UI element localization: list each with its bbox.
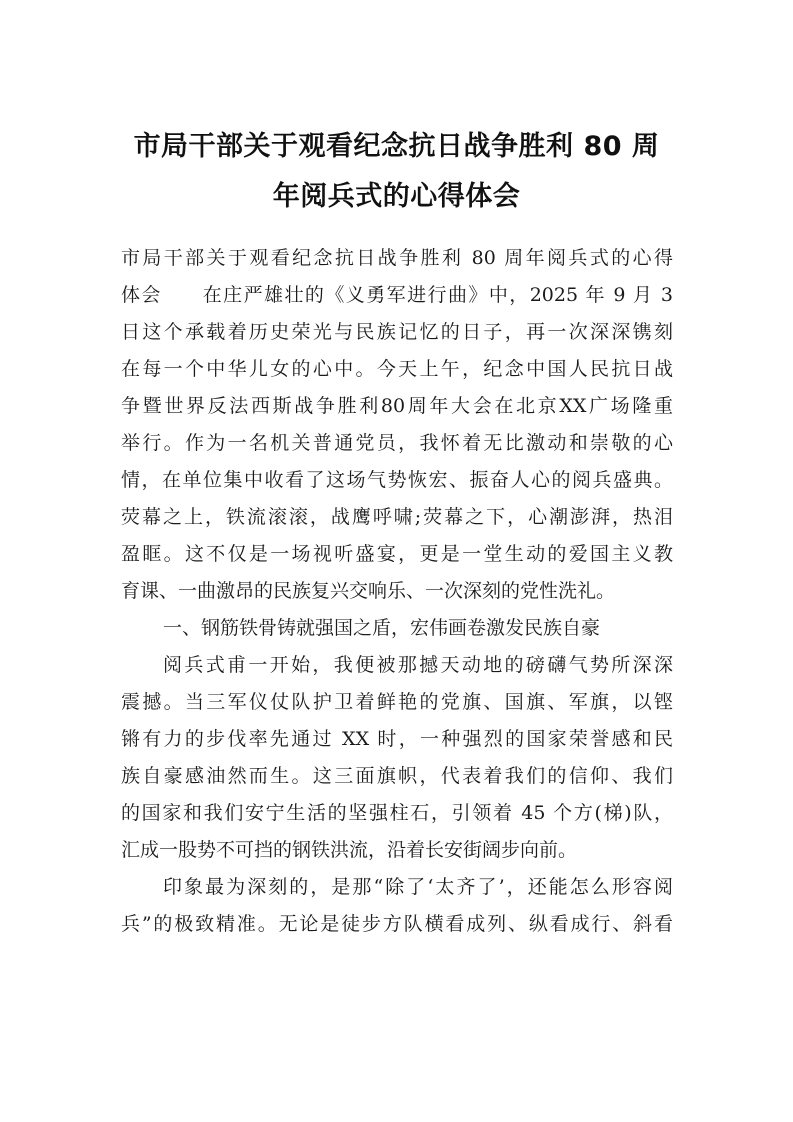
body-line-15: 族自豪感油然而生。这三面旗帜，代表着我们的信仰、我们 xyxy=(121,765,673,787)
document-title xyxy=(100,122,693,222)
body-line-16: 的国家和我们安宁生活的坚强柱石，引领着 45 个方(梯)队， xyxy=(121,802,673,824)
body-line-3: 日这个承载着历史荣光与民族记忆的日子，再一次深深镌刻 xyxy=(121,321,673,343)
body-line-14: 锵有力的步伐率先通过 XX 时，一种强烈的国家荣誉感和民 xyxy=(121,728,673,750)
body-line-8: 荧幕之上，铁流滚滚，战鹰呼啸;荧幕之下，心潮澎湃，热泪 xyxy=(121,506,673,528)
title-line-2: 年阅兵式的心得体会 xyxy=(272,181,521,212)
body-line-1: 市局干部关于观看纪念抗日战争胜利 80 周年阅兵式的心得 xyxy=(121,247,673,269)
body-line-10: 育课、一曲激昂的民族复兴交响乐、一次深刻的党性洗礼。 xyxy=(121,580,616,602)
body-line-6: 举行。作为一名机关普通党员，我怀着无比激动和崇敬的心 xyxy=(121,432,673,454)
body-line-7: 情，在单位集中收看了这场气势恢宏、振奋人心的阅兵盛典。 xyxy=(121,469,673,491)
body-line-5: 争暨世界反法西斯战争胜利80周年大会在北京XX广场隆重 xyxy=(121,395,673,417)
body-line-17: 汇成一股势不可挡的钢铁洪流，沿着长安街阔步向前。 xyxy=(121,839,578,861)
body-line-13: 震撼。当三军仪仗队护卫着鲜艳的党旗、国旗、军旗，以铿 xyxy=(121,691,673,713)
body-line-18: 印象最为深刻的，是那“除了‘太齐了’，还能怎么形容阅 xyxy=(163,876,673,898)
title-line-1: 市局干部关于观看纪念抗日战争胜利 80 周 xyxy=(133,131,660,162)
body-line-12: 阅兵式甫一开始，我便被那撼天动地的磅礴气势所深深 xyxy=(163,654,673,676)
body-line-4: 在每一个中华儿女的心中。今天上午，纪念中国人民抗日战 xyxy=(121,358,673,380)
section-heading-1: 一、钢筋铁骨铸就强国之盾，宏伟画卷激发民族自豪 xyxy=(163,617,601,639)
body-line-2: 体会 在庄严雄壮的《义勇军进行曲》中，2025 年 9 月 3 xyxy=(121,284,673,306)
body-line-19: 兵”的极致精准。无论是徒步方队横看成列、纵看成行、斜看 xyxy=(121,913,673,935)
body-line-9: 盈眶。这不仅是一场视听盛宴，更是一堂生动的爱国主义教 xyxy=(121,543,673,565)
